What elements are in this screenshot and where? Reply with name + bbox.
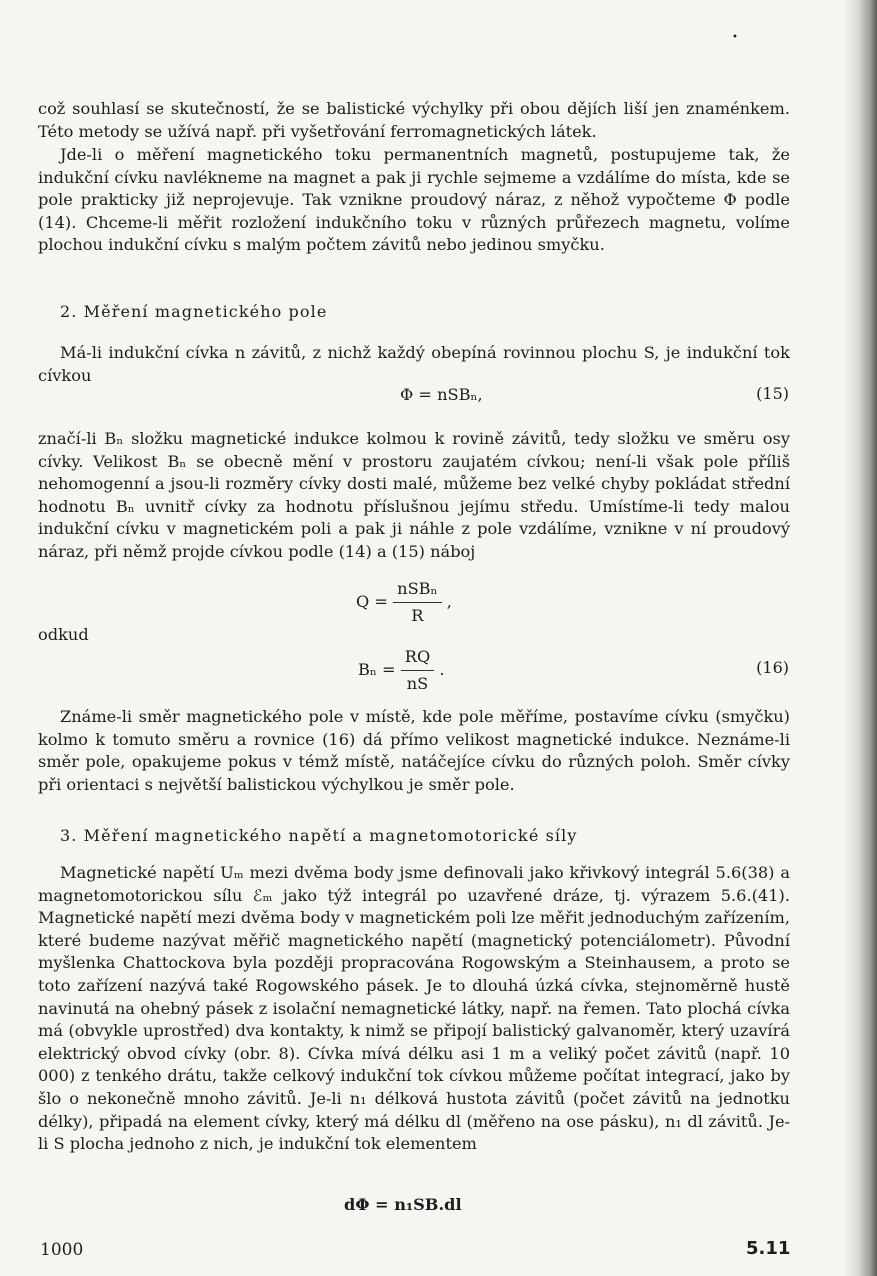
speck: • bbox=[732, 32, 738, 43]
fraction-numerator: RQ bbox=[401, 646, 434, 671]
page-number: 1000 bbox=[40, 1240, 84, 1260]
equation-charge bbox=[356, 578, 452, 627]
equation-16-number: (16) bbox=[756, 658, 789, 677]
paragraph-s2-3: Známe-li směr magnetického pole v místě, kde pole měříme, postavíme cívku (smyčku) kolmo k tomuto směru a rovnice (16) dá přímo velikost magnetické indukce. Neznáme-li směr pole, opakujeme pokus v témž místě, natáčejíce cívku do různých poloh. Směr cívky při orientaci s největší balistickou výchylkou je směr pole. bbox=[38, 707, 790, 794]
fraction-numerator: nSBₙ bbox=[393, 578, 441, 603]
equation-charge-tail: , bbox=[446, 592, 452, 611]
equation-flux-element: dΦ = n₁SB.dl bbox=[344, 1195, 462, 1214]
equation-16-lhs: Bₙ = bbox=[358, 660, 396, 679]
fraction bbox=[393, 578, 441, 627]
equation-15: Φ = nSBₙ, bbox=[400, 385, 483, 404]
paragraph-s2-2: značí-li Bₙ složku magnetické indukce kolmou k rovině závitů, tedy složku ve směru osy cívky. Velikost Bₙ se obecně mění v prostoru zaujatém cívkou; není-li však pole příliš nehomogenní a jsou-li rozměry cívky dosti malé, můžeme bez velké chyby pokládat střední hodnotu Bₙ uvnitř cívky za hodnotu příslušnou jejímu středu. Umístíme-li tedy malou indukční cívku v magnetickém poli a pak ji náhle z pole vzdálíme, vznikne v ní proudový náraz, při němž projde cívkou podle (14) a (15) náboj bbox=[38, 429, 790, 561]
equation-charge-lhs: Q = bbox=[356, 592, 388, 611]
paragraph-intro-1: což souhlasí se skutečností, že se balistické výchylky při obou dějích liší jen znaménkem. Této metody se užívá např. při vyšetřování ferromagnetických látek. bbox=[38, 99, 790, 141]
paragraph-s2-1: Má-li indukční cívka n závitů, z nichž každý obepíná rovinnou plochu S, je indukční tok cívkou bbox=[38, 343, 790, 385]
fraction bbox=[401, 646, 434, 695]
section-number: 5.11 bbox=[746, 1238, 791, 1259]
paragraph-intro-2: Jde-li o měření magnetického toku permanentních magnetů, postupujeme tak, že indukční cívku navlékneme na magnet a pak ji rychle sejmeme a vzdálíme do místa, kde se pole prakticky již neprojevuje. Tak vznikne proudový náraz, z něhož vypočteme Φ podle (14). Chceme-li měřit rozložení indukčního toku v různých průřezech magnetu, volíme plochou indukční cívku s malým počtem závitů nebo jedinou smyčku. bbox=[38, 145, 790, 255]
paragraph-s3-1: Magnetické napětí Uₘ mezi dvěma body jsme definovali jako křivkový integrál 5.6(38) a magnetomotorickou sílu ℰₘ jako týž integrál po uzavřené dráze, tj. výrazem 5.6.(41). Magnetické napětí mezi dvěma body v magnetickém poli lze měřit jednoduchým zařízením, které budeme nazývat měřič magnetického napětí (magnetický potenciálometr). Původní myšlenka Chattockova byla později propracována Rogowským a Steinhausem, a proto se toto zařízení nazývá také Rogowského pásek. Je to dlouhá úzká cívka, stejnoměrně hustě navinutá na ohebný pásek z isolační nemagnetické látky, např. na řemen. Tato plochá cívka má (obvykle uprostřed) dva kontakty, k nimž se připojí balistický galvanoměr, který uzavírá elektrický obvod cívky (obr. 8). Cívka mívá délku asi 1 m a veliký počet závitů (např. 10 000) z tenkého drátu, takže celkový indukční tok cívkou můžeme počítat integrací, jako by šlo o nekonečně mnoho závitů. Je-li n₁ délková hustota závitů (počet závitů na jednotku délky), připadá na element cívky, který má délku dl (měřeno na ose pásku), n₁ dl závitů. Je-li S plocha jednoho z nich, je indukční tok elementem bbox=[38, 863, 790, 1154]
section-heading-2: 2. Měření magnetického pole bbox=[60, 302, 328, 321]
equation-16-tail: . bbox=[439, 660, 445, 679]
equation-16 bbox=[358, 646, 445, 695]
fraction-denominator: nS bbox=[406, 674, 429, 693]
page-edge-shadow bbox=[843, 0, 877, 1276]
word-odkud: odkud bbox=[38, 625, 89, 644]
fraction-denominator: R bbox=[411, 606, 424, 625]
equation-15-number: (15) bbox=[756, 384, 789, 403]
section-heading-3: 3. Měření magnetického napětí a magnetomotorické síly bbox=[60, 826, 578, 845]
